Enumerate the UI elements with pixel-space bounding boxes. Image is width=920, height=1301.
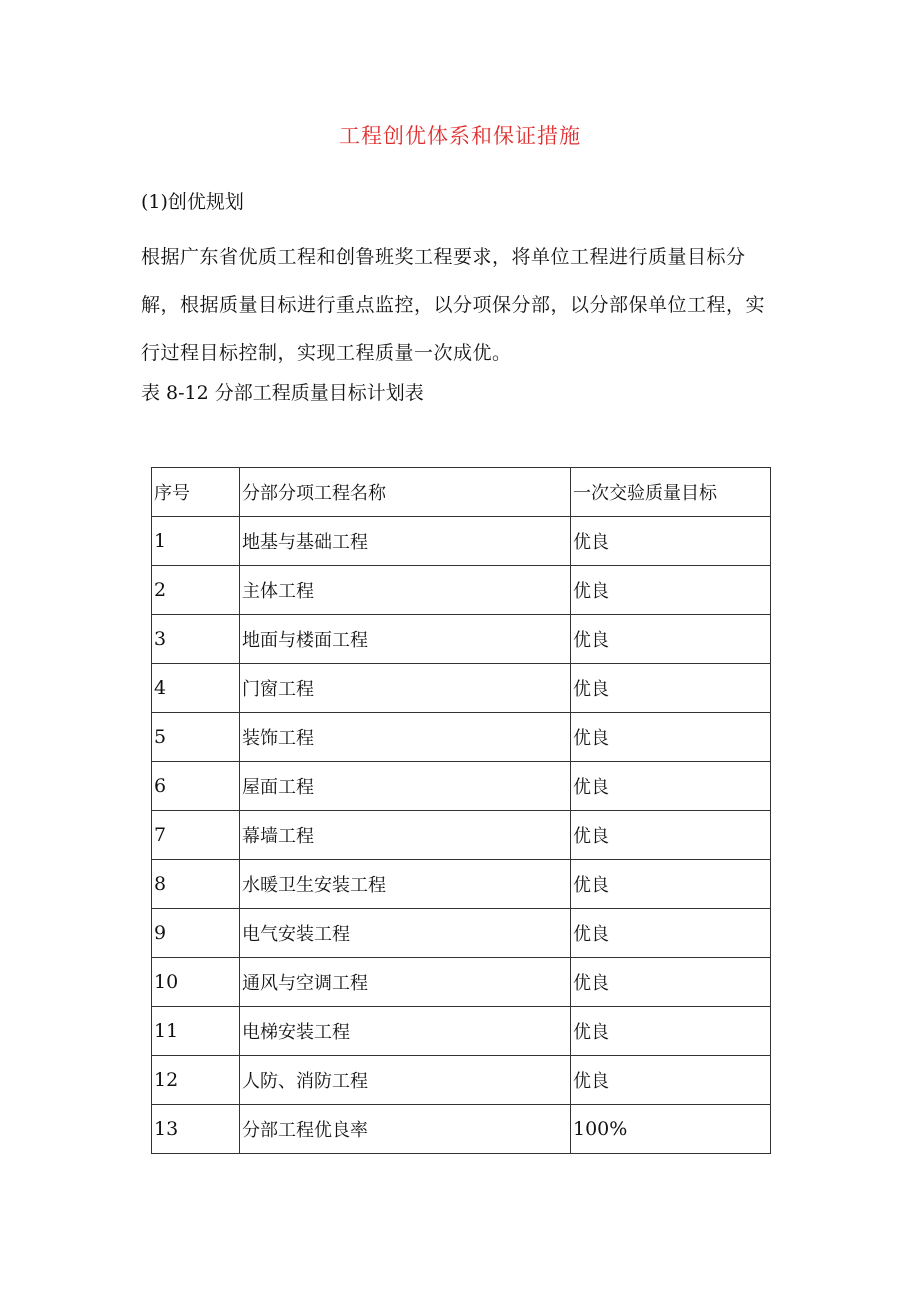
row-item-name: 主体工程 — [240, 566, 571, 615]
row-number: 10 — [152, 958, 240, 1007]
row-quality-goal: 优良 — [571, 713, 771, 762]
table-row — [152, 664, 771, 713]
row-item-name: 地面与楼面工程 — [240, 615, 571, 664]
row-quality-goal: 优良 — [571, 811, 771, 860]
section-heading: (1)创优规划 — [141, 191, 244, 213]
row-quality-goal: 优良 — [571, 1007, 771, 1056]
row-item-name: 地基与基础工程 — [240, 517, 571, 566]
table-row — [152, 517, 771, 566]
row-number: 9 — [152, 909, 240, 958]
row-item-name: 分部工程优良率 — [240, 1105, 571, 1154]
row-item-name: 屋面工程 — [240, 762, 571, 811]
table-row — [152, 909, 771, 958]
row-item-name: 门窗工程 — [240, 664, 571, 713]
paragraph-line: 解，根据质量目标进行重点监控，以分项保分部，以分部保单位工程，实 — [141, 294, 766, 316]
table-row — [152, 615, 771, 664]
table-row — [152, 1007, 771, 1056]
row-quality-goal: 优良 — [571, 1056, 771, 1105]
header-no: 序号 — [152, 468, 240, 517]
table-row — [152, 1105, 771, 1154]
row-number: 1 — [152, 517, 240, 566]
document-title: 工程创优体系和保证措施 — [339, 124, 581, 148]
table-row — [152, 713, 771, 762]
row-number: 7 — [152, 811, 240, 860]
quality-goal-table — [151, 467, 771, 1154]
row-quality-goal: 优良 — [571, 566, 771, 615]
row-number: 13 — [152, 1105, 240, 1154]
row-number: 11 — [152, 1007, 240, 1056]
paragraph-line: 行过程目标控制，实现工程质量一次成优。 — [141, 342, 512, 364]
table-row — [152, 566, 771, 615]
row-item-name: 人防、消防工程 — [240, 1056, 571, 1105]
row-quality-goal: 优良 — [571, 958, 771, 1007]
header-name: 分部分项工程名称 — [240, 468, 571, 517]
row-number: 6 — [152, 762, 240, 811]
table-row — [152, 860, 771, 909]
row-item-name: 水暖卫生安装工程 — [240, 860, 571, 909]
row-number: 3 — [152, 615, 240, 664]
table-row — [152, 762, 771, 811]
row-quality-goal: 优良 — [571, 762, 771, 811]
row-quality-goal: 优良 — [571, 860, 771, 909]
table-header-row — [152, 468, 771, 517]
row-number: 8 — [152, 860, 240, 909]
table-caption: 表 8-12 分部工程质量目标计划表 — [141, 382, 424, 404]
row-quality-goal: 优良 — [571, 664, 771, 713]
table-body — [152, 517, 771, 1154]
row-number: 4 — [152, 664, 240, 713]
row-item-name: 装饰工程 — [240, 713, 571, 762]
table-row — [152, 1056, 771, 1105]
table-row — [152, 958, 771, 1007]
row-item-name: 电气安装工程 — [240, 909, 571, 958]
table-row — [152, 811, 771, 860]
row-quality-goal: 优良 — [571, 615, 771, 664]
row-number: 2 — [152, 566, 240, 615]
row-item-name: 通风与空调工程 — [240, 958, 571, 1007]
row-number: 12 — [152, 1056, 240, 1105]
row-quality-goal: 优良 — [571, 909, 771, 958]
row-quality-goal: 优良 — [571, 517, 771, 566]
row-item-name: 幕墙工程 — [240, 811, 571, 860]
paragraph-line: 根据广东省优质工程和创鲁班奖工程要求，将单位工程进行质量目标分 — [141, 246, 746, 268]
body-paragraph — [141, 233, 781, 377]
header-goal: 一次交验质量目标 — [571, 468, 771, 517]
row-quality-goal: 100% — [571, 1105, 771, 1154]
row-item-name: 电梯安装工程 — [240, 1007, 571, 1056]
row-number: 5 — [152, 713, 240, 762]
